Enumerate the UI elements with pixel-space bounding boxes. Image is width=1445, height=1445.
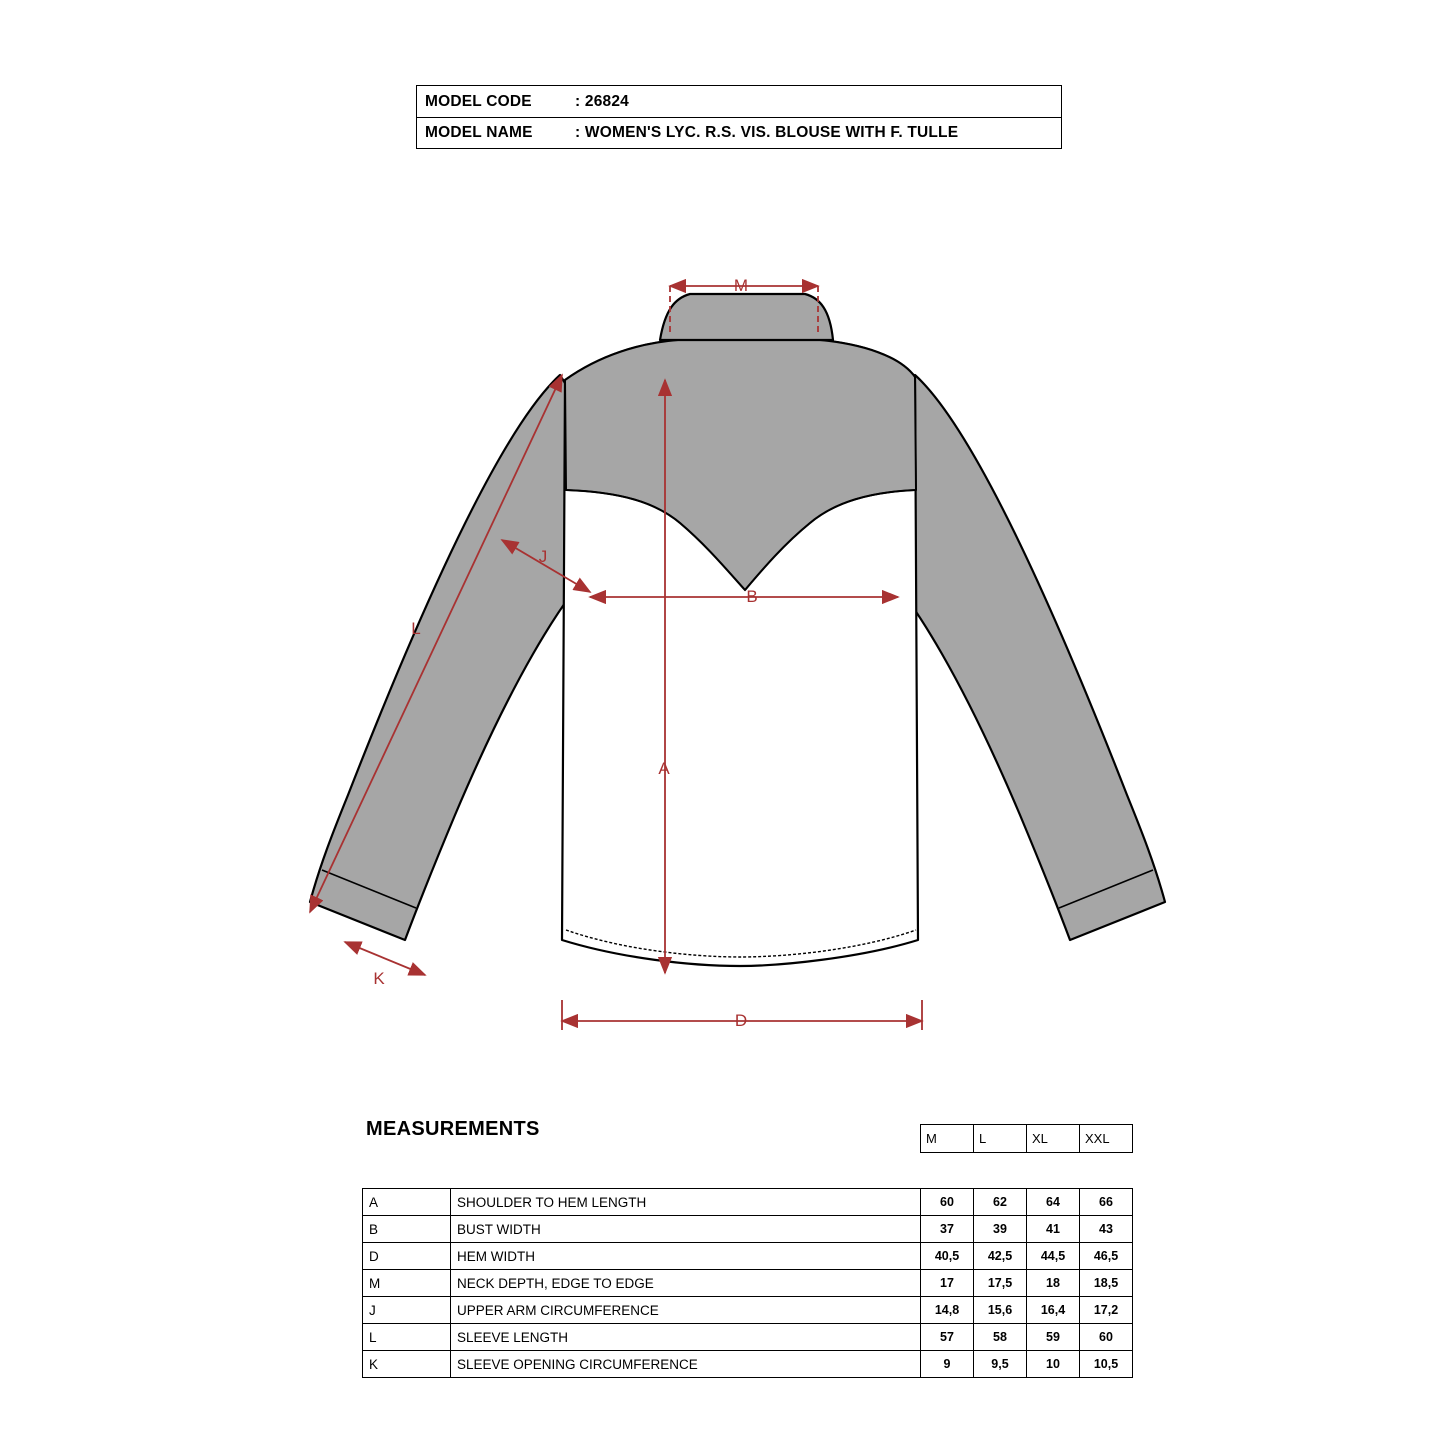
row-value-xl: 16,4 — [1027, 1297, 1080, 1324]
row-code: L — [363, 1324, 451, 1351]
table-row — [363, 1270, 1133, 1297]
row-value-xl: 44,5 — [1027, 1243, 1080, 1270]
row-code: M — [363, 1270, 451, 1297]
garment-illustration — [310, 294, 1165, 966]
row-value-xl: 10 — [1027, 1351, 1080, 1378]
size-header-table — [920, 1124, 1133, 1153]
garment-technical-drawing — [0, 240, 1445, 1070]
measurements-heading: MEASUREMENTS — [366, 1118, 540, 1140]
row-description: NECK DEPTH, EDGE TO EDGE — [451, 1270, 921, 1297]
row-value-m: 14,8 — [921, 1297, 974, 1324]
size-header-cell-m: M — [921, 1125, 974, 1153]
dim-label-l: L — [411, 619, 421, 638]
row-description: UPPER ARM CIRCUMFERENCE — [451, 1297, 921, 1324]
row-code: J — [363, 1297, 451, 1324]
row-value-l: 15,6 — [974, 1297, 1027, 1324]
row-value-m: 17 — [921, 1270, 974, 1297]
dim-label-b: B — [746, 587, 758, 606]
table-row — [363, 1297, 1133, 1324]
row-value-xxl: 18,5 — [1080, 1270, 1133, 1297]
row-code: D — [363, 1243, 451, 1270]
row-value-m: 37 — [921, 1216, 974, 1243]
size-header-cell-l: L — [974, 1125, 1027, 1153]
row-value-xl: 18 — [1027, 1270, 1080, 1297]
table-row — [363, 1351, 1133, 1378]
dim-label-j: J — [538, 547, 548, 566]
size-header-cell-xxl: XXL — [1080, 1125, 1133, 1153]
row-value-xl: 64 — [1027, 1189, 1080, 1216]
row-value-l: 17,5 — [974, 1270, 1027, 1297]
row-description: SLEEVE OPENING CIRCUMFERENCE — [451, 1351, 921, 1378]
model-info-block — [416, 85, 1062, 149]
table-row — [363, 1216, 1133, 1243]
dim-label-a: A — [658, 759, 670, 778]
row-description: BUST WIDTH — [451, 1216, 921, 1243]
row-code: B — [363, 1216, 451, 1243]
dim-label-d: D — [734, 1011, 748, 1030]
model-code-label: MODEL CODE — [425, 92, 532, 110]
dim-k-line — [345, 942, 425, 975]
row-value-m: 9 — [921, 1351, 974, 1378]
model-name-value: : WOMEN'S LYC. R.S. VIS. BLOUSE WITH F. TULLE — [575, 124, 959, 141]
model-code-row — [417, 86, 1061, 117]
row-value-l: 39 — [974, 1216, 1027, 1243]
row-value-l: 58 — [974, 1324, 1027, 1351]
model-code-value: : 26824 — [575, 92, 629, 110]
row-description: SLEEVE LENGTH — [451, 1324, 921, 1351]
turtleneck-collar — [660, 294, 833, 340]
model-name-row — [417, 117, 1061, 148]
row-description: HEM WIDTH — [451, 1243, 921, 1270]
row-value-xl: 59 — [1027, 1324, 1080, 1351]
left-sleeve — [310, 375, 600, 940]
row-value-xl: 41 — [1027, 1216, 1080, 1243]
row-value-l: 62 — [974, 1189, 1027, 1216]
size-header-row — [921, 1125, 1133, 1153]
dim-label-k: K — [373, 969, 385, 988]
row-value-xxl: 17,2 — [1080, 1297, 1133, 1324]
row-value-xxl: 60 — [1080, 1324, 1133, 1351]
row-code: A — [363, 1189, 451, 1216]
row-value-l: 9,5 — [974, 1351, 1027, 1378]
row-value-xxl: 43 — [1080, 1216, 1133, 1243]
table-row — [363, 1324, 1133, 1351]
row-value-m: 40,5 — [921, 1243, 974, 1270]
model-name-label: MODEL NAME — [425, 124, 533, 141]
dim-label-m: M — [733, 276, 749, 295]
row-value-xxl: 46,5 — [1080, 1243, 1133, 1270]
measurements-table — [362, 1188, 1133, 1378]
table-row — [363, 1243, 1133, 1270]
table-row — [363, 1189, 1133, 1216]
row-value-m: 60 — [921, 1189, 974, 1216]
size-header-cell-xl: XL — [1027, 1125, 1080, 1153]
row-value-l: 42,5 — [974, 1243, 1027, 1270]
row-value-m: 57 — [921, 1324, 974, 1351]
row-code: K — [363, 1351, 451, 1378]
row-description: SHOULDER TO HEM LENGTH — [451, 1189, 921, 1216]
row-value-xxl: 10,5 — [1080, 1351, 1133, 1378]
row-value-xxl: 66 — [1080, 1189, 1133, 1216]
